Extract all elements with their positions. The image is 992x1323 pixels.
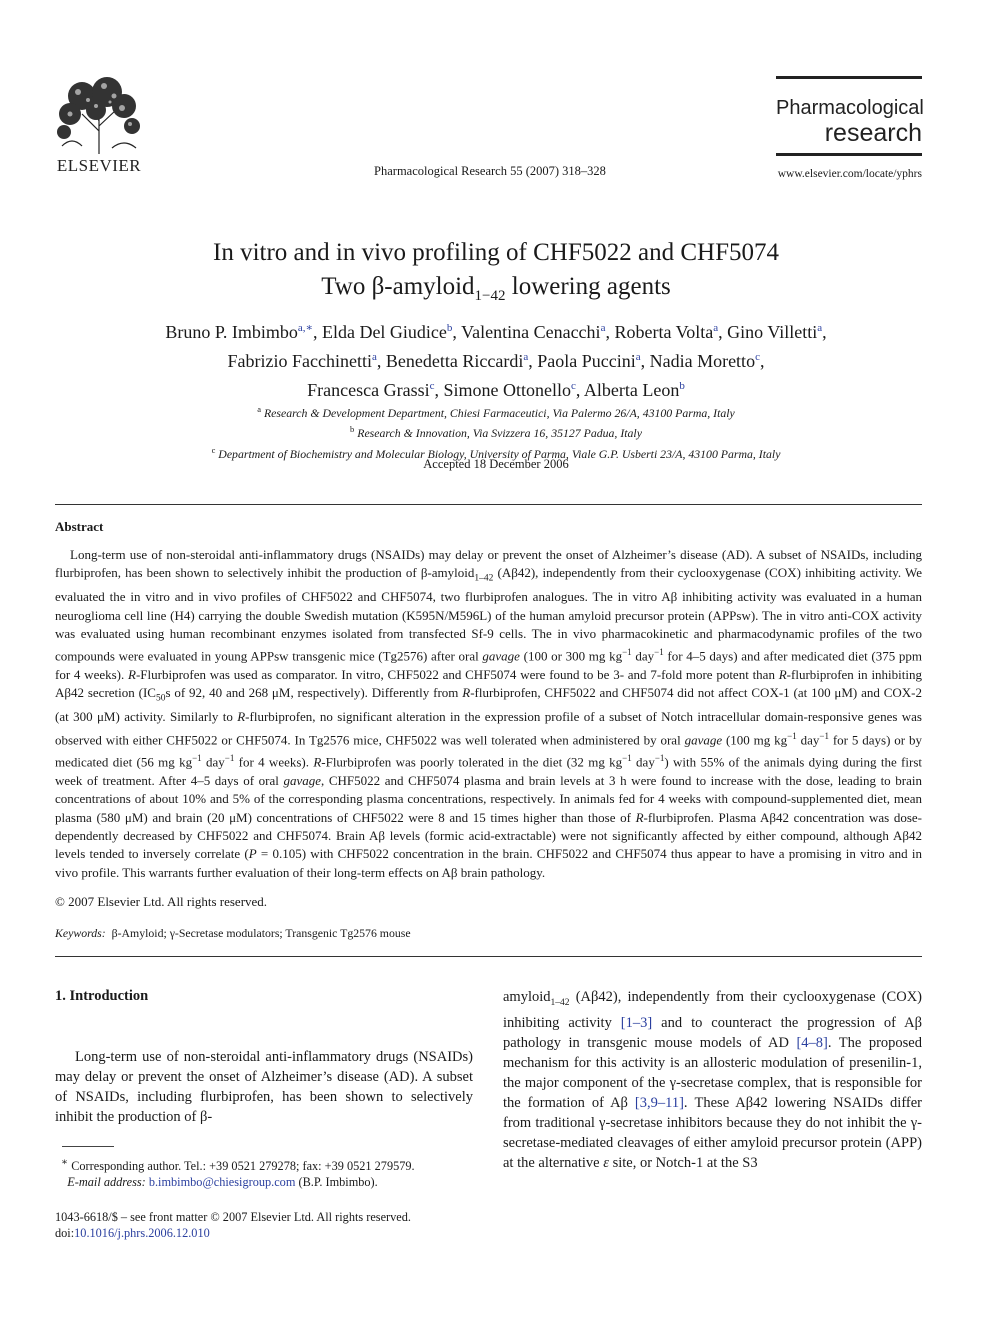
author: Benedetta Riccardi$^a$	[385, 351, 529, 371]
doi-line: doi:10.1016/j.phrs.2006.12.010	[55, 1226, 210, 1240]
elsevier-tree-icon	[52, 76, 146, 156]
abstract-heading: Abstract	[55, 519, 104, 534]
author: Francesca Grassi$^c$	[307, 380, 435, 400]
author: Nadia Moretto$^c$	[649, 351, 760, 371]
author: Alberta Leon$^b$	[583, 380, 685, 400]
footnote-rule	[62, 1146, 114, 1147]
author-line: Francesca Grassi$^c$, Simone Ottonello$^c$, Alberta Leon$^b$	[307, 380, 685, 400]
journal-name-line2: research	[824, 119, 922, 147]
corresponding-author-note: ∗ Corresponding author. Tel.: +39 0521 279278; fax: +39 0521 279579.	[61, 1157, 415, 1174]
affiliation-b: $^b$ Research & Innovation, Via Svizzera 16, 35127 Padua, Italy	[350, 424, 642, 441]
affiliation-c: $^c$ Department of Biochemistry and Molecular Biology, University of Parma, Viale G.P. Usberti 23/A, 43100 Parma, Italy	[211, 444, 781, 461]
journal-name-line1: Pharmacological	[776, 97, 924, 119]
author: Bruno P. Imbimbo$^{a,∗}$	[165, 322, 313, 342]
article-title	[60, 236, 932, 313]
divider	[55, 956, 922, 957]
copyright: © 2007 Elsevier Ltd. All rights reserved.	[55, 894, 268, 909]
footnote	[55, 1155, 485, 1190]
affiliation-a: $^a$ Research & Development Department, Chiesi Farmaceutici, Via Palermo 26/A, 43100 Parma, Italy	[257, 404, 735, 420]
body-column-right: amyloid$_{1-42}$ (Aβ42), independently from their cyclooxygenase (COX) inhibiting activity [1–3] and to counteract the progression of Aβ pathology in transgenic mouse models of AD [4–8]. The proposed mechanism for this activity is an allosteric modulation of presenilin-1, the major component of the γ-secretase complex, that is responsible for the formation of Aβ [3,9–11]. These Aβ42 lowering NSAIDs differ from traditional γ-secretase inhibitors because they do not inhibit the γ-secretase-mediated cleavages of either amyloid precursor protein (APP) at the alternative ε site, or Notch-1 at the S3	[503, 989, 922, 1171]
keywords	[55, 926, 411, 941]
author: Elda Del Giudice$^b$	[321, 322, 453, 342]
author-line: Fabrizio Facchinetti$^a$, Benedetta Riccardi$^a$, Paola Puccini$^a$, Nadia Moretto$^c$,	[227, 351, 765, 371]
author: Valentina Cenacchi$^a$	[461, 322, 606, 342]
brand-top-rule	[776, 76, 922, 79]
keywords-label: Keywords:	[55, 926, 106, 940]
title-line2: Two β-amyloid$_{1-42}$ lowering agents	[321, 273, 671, 304]
issn-line: 1043-6618/$ – see front matter © 2007 Elsevier Ltd. All rights reserved.	[55, 1210, 411, 1224]
author-line: Bruno P. Imbimbo$^{a,∗}$, Elda Del Giudice$^b$, Valentina Cenacchi$^a$, Roberta Volta$^a$, Gino Villetti$^a$,	[165, 322, 827, 342]
keywords-text: β-Amyloid; γ-Secretase modulators; Transgenic Tg2576 mouse	[111, 926, 411, 940]
author: Paola Puccini$^a$	[537, 351, 641, 371]
citation-link[interactable]: [3,9–11]	[634, 1094, 684, 1111]
accepted-date: Accepted 18 December 2006	[423, 457, 569, 471]
journal-url[interactable]: www.elsevier.com/locate/yphrs	[777, 168, 922, 180]
journal-citation: Pharmacological Research 55 (2007) 318–328	[374, 164, 606, 178]
title-line1: In vitro and in vivo profiling of CHF5022 and CHF5074	[213, 239, 779, 266]
elsevier-logo	[52, 76, 146, 176]
abstract-text: Long-term use of non-steroidal anti-inflammatory drugs (NSAIDs) may delay or prevent the onset of Alzheimer’s disease (AD). A subset of NSAIDs, including flurbiprofen, has been shown to selectively inhibit the production of β-amyloid$_{1-42}$ (Aβ42), independently from their cyclooxygenase (COX) inhibiting activity. We evaluated the in vitro and in vivo profiles of CHF5022 and CHF5074, two flurbiprofen analogues. The in vitro Aβ inhibiting activity was evaluated in a human neuroglioma cell line (H4) carrying the double Swedish mutation (K595N/M596L) of the human amyloid precursor protein (APPsw). The in vitro anti-COX activity was evaluated using human recombinant enzymes isolated from transfected Sf-9 cells. The in vivo pharmacokinetic and pharmacodynamic profiles of the two compounds were evaluated in young APPsw transgenic mice (Tg2576) after oral gavage (100 or 300 mg $kg^{-1}$ day$^{-1}$ for 4–5 days) and after medicated diet (375 ppm for 4 weeks). R-Flurbiprofen was used as comparator. In vitro, CHF5022 and CHF5074 were found to be 3- and 7-fold more potent than R-flurbiprofen in inhibiting Aβ42 secretion ($IC_{50}s$ of 92, 40 and 268 μM, respectively). Differently from R-flurbiprofen, CHF5022 and CHF5074 did not affect COX-1 (at 100 μM) and COX-2 (at 300 μM) activity. Similarly to R-flurbiprofen, no significant alteration in the expression profile of a subset of Notch intracellular domain-responsive genes was observed with either CHF5022 or CHF5074. In Tg2576 mice, CHF5022 was well tolerated when administered by oral gavage (100 mg $kg^{-1}$ day$^{-1}$ for 5 days) or by medicated diet (56 mg $kg^{-1}$ day$^{-1}$ for 4 weeks). R-Flurbiprofen was poorly tolerated in the diet (32 mg $kg^{-1}$ day$^{-1}$) with 55% of the animals dying during the first week of treatment. After 4–5 days of oral gavage, CHF5022 and CHF5074 plasma and brain levels at 3 h were found to increase with the dose, leading to brain concentrations of about 10% and 5% of the corresponding plasma concentrations, respectively. In animals fed for 4 weeks with compound-supplemented diet, mean plasma (580 μM) and brain (20 μM) concentrations of CHF5022 were 8 and 15 times higher than those of R-flurbiprofen. Plasma Aβ42 concentration was dose-dependently decreased by CHF5022 and CHF5074. Brain Aβ levels (formic acid-extractable) were not significantly affected by either compound, although Aβ42 levels tended to inversely correlate (P = 0.105) with CHF5022 concentration in the brain. CHF5022 and CHF5074 thus appear to have a promising in vitro and in vivo profile. This warrants further evaluation of their long-term effects on Aβ brain pathology.	[55, 547, 923, 880]
issn-doi	[55, 1209, 485, 1241]
journal-brand	[776, 76, 922, 180]
email-note: E-mail address: b.imbimbo@chiesigroup.com (B.P. Imbimbo).	[67, 1175, 378, 1190]
citation-link[interactable]: [4–8]	[796, 1034, 828, 1051]
author: Fabrizio Facchinetti$^a$	[227, 351, 377, 371]
affiliations	[60, 401, 932, 462]
citation-link[interactable]: [1–3]	[620, 1014, 653, 1031]
doi-link[interactable]: 10.1016/j.phrs.2006.12.010	[74, 1226, 210, 1240]
author: Simone Ottonello$^c$	[443, 380, 576, 400]
author-list	[60, 316, 932, 403]
publisher-name: ELSEVIER	[56, 156, 142, 175]
brand-bottom-rule	[776, 153, 922, 156]
email-link[interactable]: b.imbimbo@chiesigroup.com	[148, 1175, 296, 1190]
section-heading: 1. Introduction	[55, 988, 149, 1004]
author: Roberta Volta$^a$	[614, 322, 719, 342]
body-column-left: Long-term use of non-steroidal anti-inflammatory drugs (NSAIDs) may delay or prevent the onset of Alzheimer’s disease (AD). A subset of NSAIDs, including flurbiprofen, has been shown to selectively inhibit the production of β-	[55, 1049, 473, 1125]
divider	[55, 504, 922, 505]
author: Gino Villetti$^a$	[727, 322, 823, 342]
